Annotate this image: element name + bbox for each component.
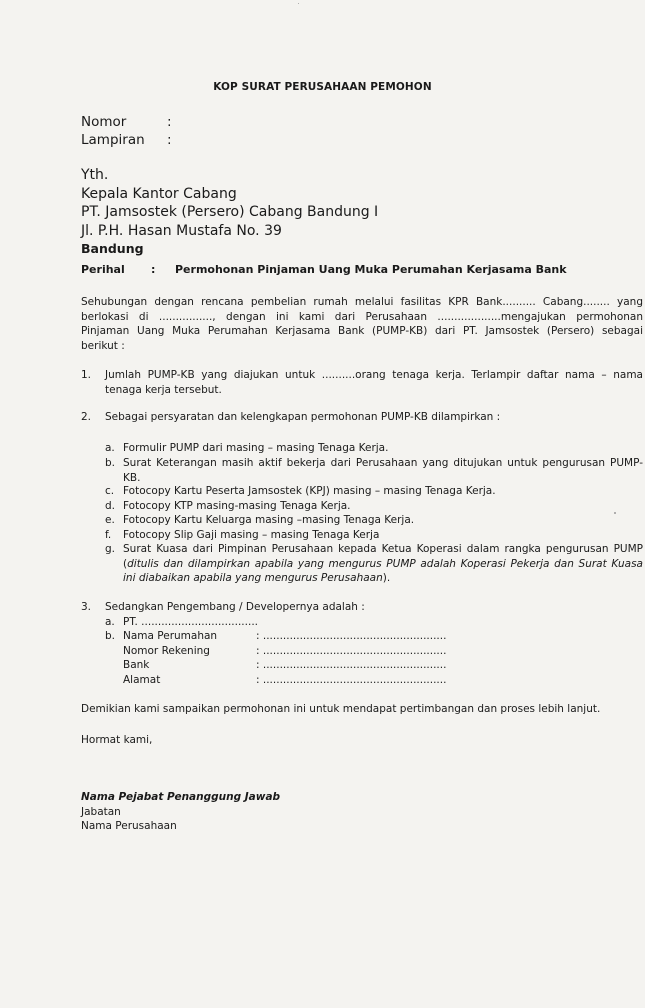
item-c-letter: c. [105,485,115,497]
lampiran-row [81,131,172,149]
intro-paragraph [81,295,643,353]
regards-text: Hormat kami, [81,734,153,746]
item-e-letter: e. [105,514,115,526]
developer-a-letter: a. [105,616,115,628]
signatory-company: Nama Perusahaan [81,820,177,832]
developer-b-letter: b. [105,630,116,642]
item-a-letter: a. [105,442,115,454]
item-f-text: Fotocopy Slip Gaji masing – masing Tenaga Kerja [123,529,380,541]
point-1-text [105,368,643,397]
item-b-line-1: Surat Keterangan masih aktif bekerja dari Perusahaan yang ditujukan untuk pengurusan PUMP- [123,457,643,469]
item-e-text: Fotocopy Kartu Keluarga masing –masing Tenaga Kerja. [123,514,415,526]
item-g-text [123,542,643,586]
developer-a-text: PT. ................................... [123,616,258,628]
point-3-text: Sedangkan Pengembang / Developernya adalah : [105,601,365,613]
point-2-number: 2. [81,411,92,423]
address-city: Bandung [81,241,144,256]
item-a-text: Formulir PUMP dari masing – masing Tenaga Kerja. [123,442,389,454]
nomor-row [81,113,172,131]
item-g-close-paren: ). [382,572,391,584]
scan-speck [614,512,616,514]
recipient-address [81,166,378,259]
letter-meta [81,113,172,149]
field-value: : ....................................................... [256,659,447,671]
item-g-letter: g. [105,543,116,555]
lampiran-colon: : [167,132,172,148]
subject-line [81,263,567,276]
field-label: Nama Perumahan [123,630,218,642]
nomor-label: Nomor [81,114,127,130]
field-value: : ....................................................... [256,645,447,657]
item-d-letter: d. [105,500,116,512]
lampiran-label: Lampiran [81,132,145,148]
point-1-number: 1. [81,369,92,381]
item-g-line-1: Surat Kuasa dari Pimpinan Perusahaan kepada Ketua Koperasi dalam rangka pengurusan PUMP [123,543,643,555]
address-yth: Yth. [81,167,109,183]
scan-speck [298,3,299,4]
point-2-text: Sebagai persyaratan dan kelengkapan permohonan PUMP-KB dilampirkan : [105,411,501,423]
address-line2: PT. Jamsostek (Persero) Cabang Bandung I [81,204,379,220]
item-f-letter: f. [105,529,112,541]
item-b-text [123,456,643,485]
intro-line-1: Sehubungan dengan rencana pembelian rumah melalui fasilitas KPR Bank.......... Cabang........ yang [81,296,643,308]
signatory-position: Jabatan [81,805,121,818]
signature-block [81,790,280,834]
item-g-open-paren: ( [123,557,128,570]
intro-line-3: Pinjaman Uang Muka Perumahan Kerjasama Bank (PUMP-KB) dari PT. Jamsostek (Persero) sebagai [81,325,643,337]
intro-line-4: berikut : [81,339,125,352]
item-d-text: Fotocopy KTP masing-masing Tenaga Kerja. [123,500,351,512]
subject-colon: : [151,263,156,276]
closing-text: Demikian kami sampaikan permohonan ini untuk mendapat pertimbangan dan proses lebih lanjut. [81,703,601,715]
field-label: Nomor Rekening [123,645,210,657]
item-g-note-1: ditulis dan dilampirkan apabila yang mengurus PUMP adalah Koperasi Pekerja dan Surat Kuasa [127,557,643,570]
address-line1: Kepala Kantor Cabang [81,185,237,202]
field-value: : ....................................................... [256,674,447,686]
intro-line-2: berlokasi di ................, dengan ini kami dari Perusahaan ...................mengajukan permohonan [81,310,643,323]
item-g-note-2: ini diabaikan apabila yang mengurus Perusahaan [123,572,383,584]
address-line3: Jl. P.H. Hasan Mustafa No. 39 [81,222,282,239]
item-b-letter: b. [105,457,116,469]
signatory-name: Nama Pejabat Penanggung Jawab [81,791,281,803]
subject-text: Permohonan Pinjaman Uang Muka Perumahan Kerjasama Bank [175,263,567,276]
field-label: Bank [123,659,150,671]
nomor-colon: : [167,114,172,130]
letter-title: KOP SURAT PERUSAHAAN PEMOHON [213,81,432,93]
point-1-line-2: tenaga kerja tersebut. [105,383,222,396]
item-b-line-2: KB. [123,471,141,484]
point-3-number: 3. [81,601,92,613]
field-label: Alamat [123,674,161,686]
subject-label: Perihal [81,263,125,276]
field-value: : ....................................................... [256,630,447,642]
item-g-line-3 [123,572,390,584]
item-c-text: Fotocopy Kartu Peserta Jamsostek (KPJ) masing – masing Tenaga Kerja. [123,485,496,497]
point-1-line-1: Jumlah PUMP-KB yang diajukan untuk ..........orang tenaga kerja. Terlampir daftar nama – nama [105,369,643,381]
item-g-line-2 [123,557,643,572]
